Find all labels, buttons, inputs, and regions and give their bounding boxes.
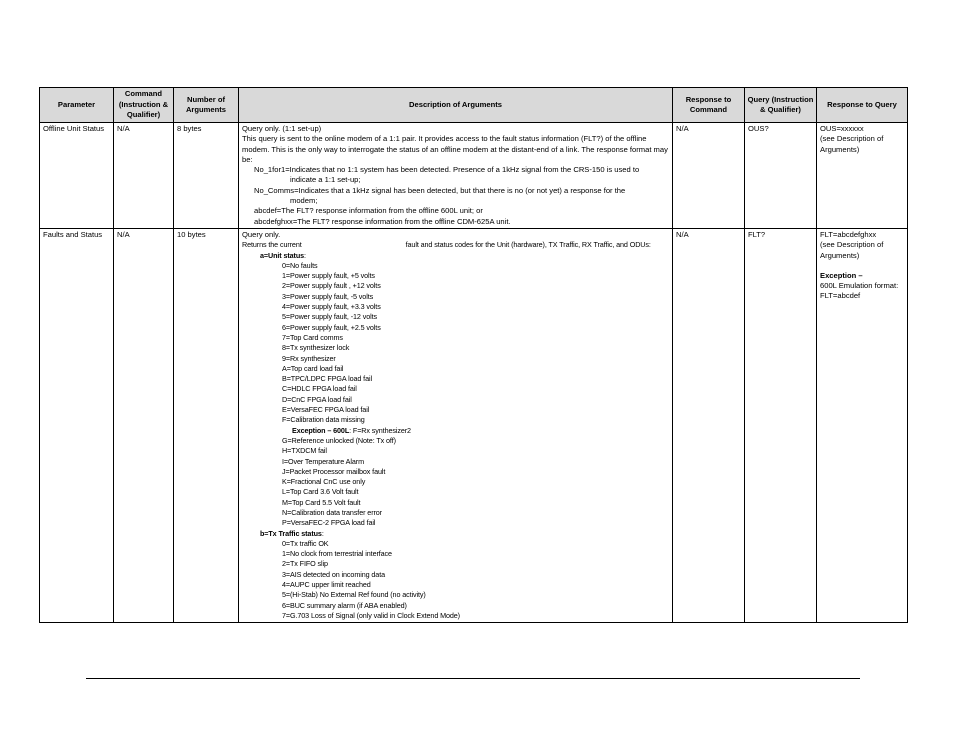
desc-item-cont: modem; bbox=[290, 196, 318, 206]
header-command: Command (Instruction & Qualifier) bbox=[114, 88, 174, 123]
desc-item-cont: indicate a 1:1 set-up; bbox=[290, 175, 361, 185]
cell-query: FLT? bbox=[745, 228, 817, 622]
header-parameter: Parameter bbox=[40, 88, 114, 123]
response-line: FLT=abcdefghxx bbox=[820, 229, 877, 239]
desc-line: Returns the current fault and status codes for the Unit (hardware), TX Traffic, RX Traffic, and ODUs: bbox=[242, 240, 651, 250]
list-item: 0=No faults bbox=[282, 260, 318, 270]
desc-item: No_Comms=Indicates that a 1kHz signal has been detected, but that there is no (or not yet) a response for the bbox=[254, 185, 626, 195]
command-table bbox=[39, 87, 908, 623]
list-item: 3=AIS detected on incoming data bbox=[282, 569, 385, 579]
response-line: OUS=xxxxxx bbox=[820, 124, 864, 133]
spacer bbox=[820, 261, 904, 271]
cell-description bbox=[239, 228, 673, 622]
exception-note: Exception – 600L: F=Rx synthesizer2 bbox=[292, 425, 411, 435]
desc-line: Query only. (1:1 set-up) bbox=[242, 124, 322, 133]
list-item: 5=Power supply fault, -12 volts bbox=[282, 312, 377, 322]
list-item: 1=Power supply fault, +5 volts bbox=[282, 271, 375, 281]
table-row-offline-unit-status bbox=[40, 123, 908, 229]
header-response-to-command: Response to Command bbox=[673, 88, 745, 123]
cell-number-of-arguments: 8 bytes bbox=[174, 123, 239, 229]
footer-divider bbox=[86, 678, 860, 679]
desc-line: This query is sent to the online modem of a 1:1 pair. It provides access to the fault status information (FLT?) of the offline modem. This is the only way to interrogate the status of an offline modem at the distant-end of a link. The response format may be: bbox=[242, 134, 668, 164]
list-item: E=VersaFEC FPGA load fail bbox=[282, 405, 370, 415]
response-line: (see Description of Arguments) bbox=[820, 134, 884, 154]
cell-parameter: Faults and Status bbox=[40, 228, 114, 622]
header-response-to-query: Response to Query bbox=[817, 88, 908, 123]
cell-command: N/A bbox=[114, 123, 174, 229]
cell-response-to-command: N/A bbox=[673, 228, 745, 622]
list-item: 0=Tx traffic OK bbox=[282, 538, 329, 548]
unit-code-list-continued bbox=[242, 436, 669, 529]
header-row bbox=[40, 88, 908, 123]
table-row-faults-and-status bbox=[40, 228, 908, 622]
tx-status-label: b=Tx Traffic status: bbox=[260, 528, 324, 538]
list-item: H=TXDCM fail bbox=[282, 446, 327, 456]
list-item: 6=BUC summary alarm (if ABA enabled) bbox=[282, 600, 407, 610]
cell-command: N/A bbox=[114, 228, 174, 622]
header-description: Description of Arguments bbox=[239, 88, 673, 123]
desc-item: No_1for1=Indicates that no 1:1 system has been detected. Presence of a 1kHz signal from the CRS-150 is used to bbox=[254, 165, 640, 175]
list-item: F=Calibration data missing bbox=[282, 415, 365, 425]
list-item: 3=Power supply fault, -5 volts bbox=[282, 291, 374, 301]
list-item: N=Calibration data transfer error bbox=[282, 507, 382, 517]
header-query: Query (Instruction & Qualifier) bbox=[745, 88, 817, 123]
tx-code-list bbox=[242, 539, 669, 621]
unit-status-label: a=Unit status: bbox=[260, 250, 306, 260]
list-item: D=CnC FPGA load fail bbox=[282, 394, 352, 404]
cell-number-of-arguments: 10 bytes bbox=[174, 228, 239, 622]
cell-response-to-command: N/A bbox=[673, 123, 745, 229]
desc-item: abcdef=The FLT? response information from the offline 600L unit; or bbox=[254, 206, 483, 216]
response-line: 600L Emulation format: bbox=[820, 281, 899, 291]
list-item: K=Fractional CnC use only bbox=[282, 477, 366, 487]
list-item: 5=(Hi-Stab) No External Ref found (no activity) bbox=[282, 590, 426, 600]
list-item: L=Top Card 3.6 Volt fault bbox=[282, 487, 359, 497]
list-item: C=HDLC FPGA load fail bbox=[282, 384, 357, 394]
list-item: 8=Tx synthesizer lock bbox=[282, 343, 350, 353]
cell-query: OUS? bbox=[745, 123, 817, 229]
cell-parameter: Offline Unit Status bbox=[40, 123, 114, 229]
list-item: 2=Power supply fault , +12 volts bbox=[282, 281, 381, 291]
header-number-of-arguments: Number of Arguments bbox=[174, 88, 239, 123]
list-item: 6=Power supply fault, +2.5 volts bbox=[282, 322, 381, 332]
desc-item: abcdefghxx=The FLT? response information from the offline CDM-625A unit. bbox=[254, 216, 511, 226]
list-item: 7=G.703 Loss of Signal (only valid in Clock Extend Mode) bbox=[282, 610, 460, 620]
list-item: M=Top Card 5.5 Volt fault bbox=[282, 497, 361, 507]
list-item: B=TPC/LDPC FPGA load fail bbox=[282, 374, 372, 384]
unit-code-list bbox=[242, 261, 669, 426]
list-item: A=Top card load fail bbox=[282, 363, 344, 373]
cell-description bbox=[239, 123, 673, 229]
list-item: G=Reference unlocked (Note: Tx off) bbox=[282, 435, 396, 445]
response-line: (see Description of Arguments) bbox=[820, 240, 884, 260]
list-item: 4=Power supply fault, +3.3 volts bbox=[282, 302, 381, 312]
list-item: P=VersaFEC-2 FPGA load fail bbox=[282, 518, 376, 528]
list-item: 7=Top Card comms bbox=[282, 332, 343, 342]
cell-response-to-query bbox=[817, 228, 908, 622]
exception-title: Exception – bbox=[820, 270, 863, 280]
list-item: 2=Tx FIFO slip bbox=[282, 559, 328, 569]
desc-line: Query only. bbox=[242, 229, 281, 239]
cell-response-to-query bbox=[817, 123, 908, 229]
list-item: 1=No clock from terrestrial interface bbox=[282, 549, 392, 559]
list-item: J=Packet Processor mailbox fault bbox=[282, 466, 386, 476]
list-item: I=Over Temperature Alarm bbox=[282, 456, 364, 466]
list-item: 4=AUPC upper limit reached bbox=[282, 580, 371, 590]
response-line: FLT=abcdef bbox=[820, 291, 861, 301]
list-item: 9=Rx synthesizer bbox=[282, 353, 336, 363]
